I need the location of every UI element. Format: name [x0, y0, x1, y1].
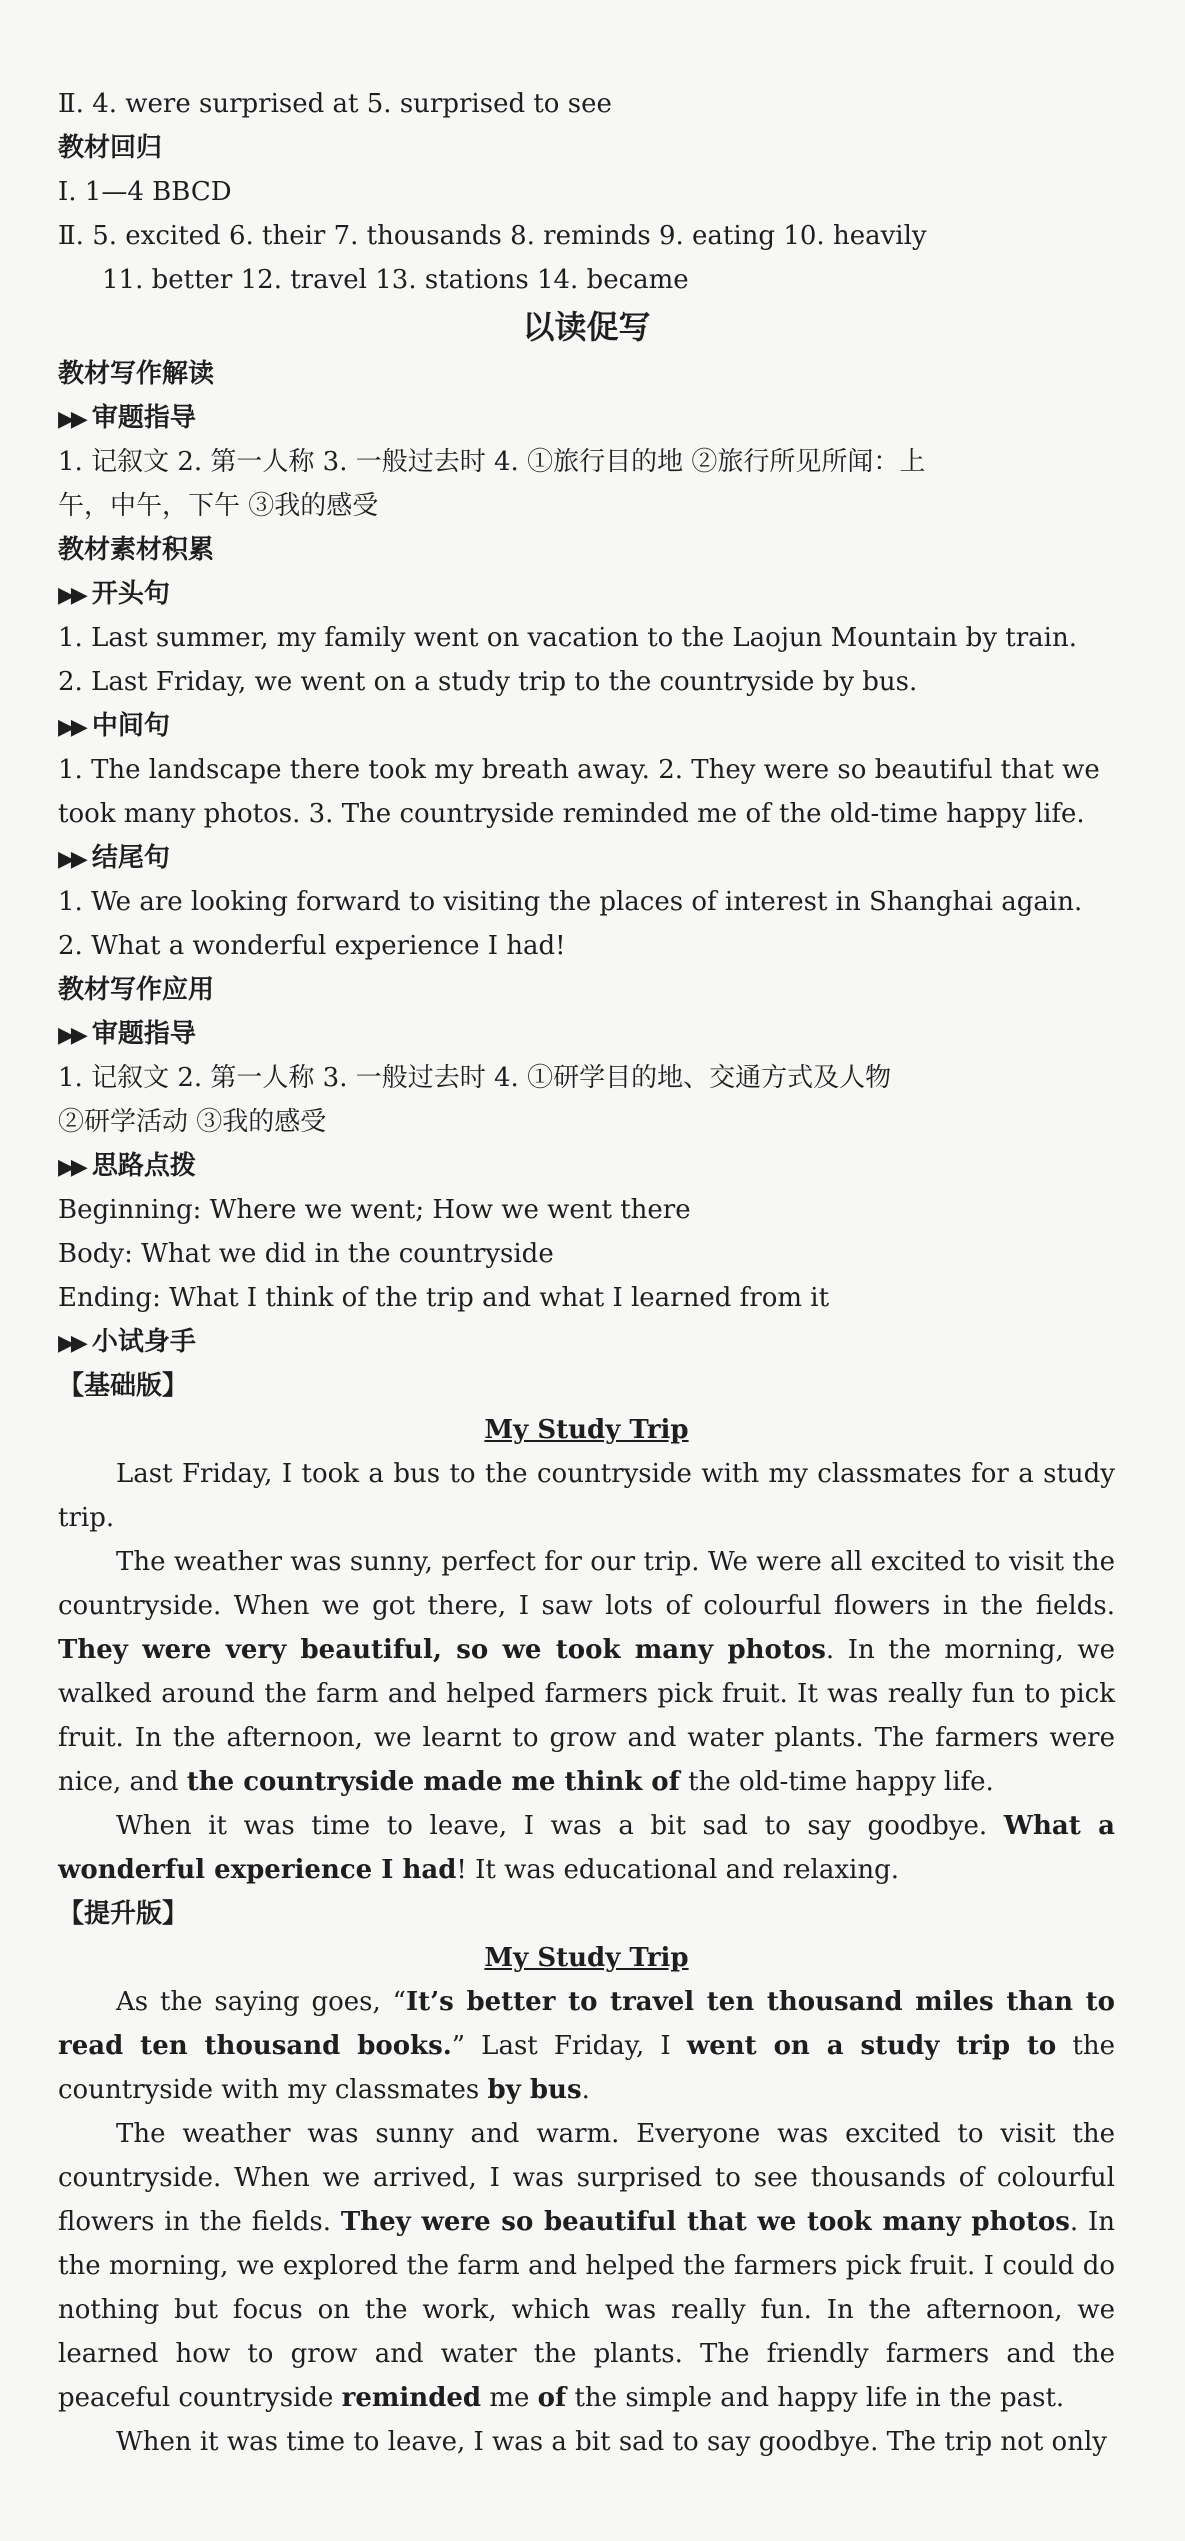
subsection-label: 开头句 [91, 579, 170, 609]
middle-sentence-line-2: took many photos. 3. The countryside reminded me of the old-time happy life. [58, 799, 1085, 829]
shenti2-line-1: 1. 记叙文 2. 第一人称 3. 一般过去时 4. ①研学目的地、交通方式及人物 [58, 1063, 892, 1093]
answer-line-2: Ⅰ. 1—4 BBCD [58, 177, 232, 207]
double-arrow-icon: ▶▶ [58, 583, 84, 608]
outline-body: Body: What we did in the countryside [58, 1239, 554, 1269]
subsection-label: 审题指导 [91, 403, 196, 433]
ending-sentence-2: 2. What a wonderful experience I had! [58, 931, 566, 961]
outline-beginning: Beginning: Where we went; How we went there [58, 1195, 691, 1225]
subsection-silu [58, 1144, 1115, 1188]
advanced-paragraph-2: The weather was sunny and warm. Everyone was excited to visit the countryside. When we arrived, I was surprised to see thousands of colourful flowers in the fields. They were so beautiful that we took many photos. In the morning, we explored the farm and helped the farmers pick fruit. I could do nothing but focus on the work, which was really fun. In the afternoon, we learned how to grow and water the plants. The friendly farmers and the peaceful countryside reminded me of the simple and happy life in the past. [58, 2119, 1115, 2413]
double-arrow-icon: ▶▶ [58, 847, 84, 872]
subsection-label: 小试身手 [91, 1327, 196, 1357]
subsection-shenti [58, 396, 1115, 440]
basic-paragraph-2: The weather was sunny, perfect for our trip. We were all excited to visit the countryside. When we got there, I saw lots of colourful flowers in the fields. They were very beautiful, so we took many photos. In the morning, we walked around the farm and helped farmers pick fruit. It was really fun to pick fruit. In the afternoon, we learnt to grow and water plants. The farmers were nice, and the countryside made me think of the old-time happy life. [58, 1547, 1115, 1797]
outline-ending: Ending: What I think of the trip and what I learned from it [58, 1283, 830, 1313]
subsection-label: 思路点拨 [91, 1151, 196, 1181]
subsection-label: 审题指导 [91, 1019, 196, 1049]
basic-version-label: 【基础版】 [58, 1371, 189, 1401]
part2-heading: 教材写作应用 [58, 975, 215, 1005]
double-arrow-icon: ▶▶ [58, 1155, 84, 1180]
shenti-line-1: 1. 记叙文 2. 第一人称 3. 一般过去时 4. ①旅行目的地 ②旅行所见所闻：上 [58, 447, 926, 477]
answer-line-1: Ⅱ. 4. were surprised at 5. surprised to see [58, 89, 612, 119]
subsection-practice [58, 1320, 1115, 1364]
answer-line-4: 11. better 12. travel 13. stations 14. became [102, 265, 689, 295]
part1-heading: 教材写作解读 [58, 359, 215, 389]
middle-sentence-line-1: 1. The landscape there took my breath away. 2. They were so beautiful that we [58, 755, 1100, 785]
subsection-label: 中间句 [91, 711, 170, 741]
advanced-paragraph-3: When it was time to leave, I was a bit sad to say goodbye. The trip not only [116, 2427, 1107, 2457]
double-arrow-icon: ▶▶ [58, 1023, 84, 1048]
subsection-shenti-2 [58, 1012, 1115, 1056]
shenti2-line-2: ②研学活动 ③我的感受 [58, 1107, 327, 1137]
double-arrow-icon: ▶▶ [58, 715, 84, 740]
advanced-essay-title: My Study Trip [484, 1943, 689, 1973]
subsection-label: 结尾句 [91, 843, 170, 873]
opening-sentence-1: 1. Last summer, my family went on vacation to the Laojun Mountain by train. [58, 623, 1077, 653]
ending-sentence-1: 1. We are looking forward to visiting the places of interest in Shanghai again. [58, 887, 1083, 917]
section-heading-jiaocai-huigui: 教材回归 [58, 133, 163, 163]
advanced-paragraph-1: As the saying goes, “It’s better to travel ten thousand miles than to read ten thousand books.” Last Friday, I went on a study trip to the countryside with my classmates by bus. [58, 1987, 1115, 2105]
subsection-middle [58, 704, 1115, 748]
shenti-line-2: 午，中午，下午 ③我的感受 [58, 491, 379, 521]
section-title: 以读促写 [522, 308, 651, 346]
basic-paragraph-3: When it was time to leave, I was a bit sad to say goodbye. What a wonderful experience I had! It was educational and relaxing. [58, 1811, 1116, 1885]
basic-paragraph-1: Last Friday, I took a bus to the countryside with my classmates for a study trip. [58, 1459, 1115, 1533]
materials-heading: 教材素材积累 [58, 535, 215, 565]
double-arrow-icon: ▶▶ [58, 1331, 84, 1356]
answer-line-3: Ⅱ. 5. excited 6. their 7. thousands 8. reminds 9. eating 10. heavily [58, 221, 927, 251]
advanced-version-label: 【提升版】 [58, 1899, 189, 1929]
subsection-ending [58, 836, 1115, 880]
double-arrow-icon: ▶▶ [58, 407, 84, 432]
opening-sentence-2: 2. Last Friday, we went on a study trip to the countryside by bus. [58, 667, 918, 697]
subsection-opening [58, 572, 1115, 616]
basic-essay-title: My Study Trip [484, 1415, 689, 1445]
